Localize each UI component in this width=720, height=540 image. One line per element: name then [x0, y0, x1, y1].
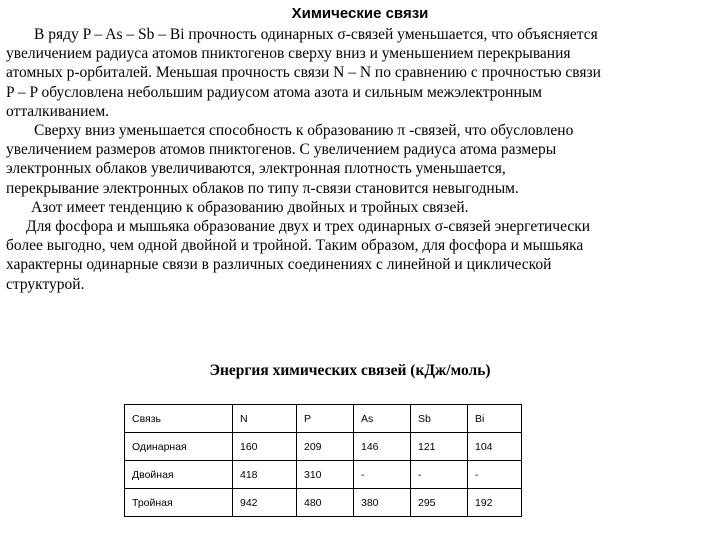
table-header-cell: As: [354, 405, 411, 433]
text-line: Азот имеет тенденцию к образованию двойных и тройных связей.: [31, 198, 469, 216]
table-row: [125, 461, 522, 489]
table-cell: 418: [233, 461, 297, 489]
table-cell: 310: [297, 461, 354, 489]
table-cell: 146: [354, 433, 411, 461]
table-cell: 192: [468, 489, 522, 517]
paragraph-bond-strength: [6, 25, 712, 121]
text-line: отталкиванием.: [6, 102, 110, 120]
table-header-cell: Bi: [468, 405, 522, 433]
paragraph-nitrogen: [6, 198, 712, 217]
table-cell: 942: [233, 489, 297, 517]
table-cell: 209: [297, 433, 354, 461]
body-text: [6, 25, 712, 294]
table-header-cell: N: [233, 405, 297, 433]
text-line: Сверху вниз уменьшается способность к образованию π -связей, что обусловлено: [34, 122, 574, 140]
paragraph-pi-bonds: [6, 121, 712, 198]
text-line: структурой.: [6, 275, 85, 293]
table-header-cell: P: [297, 405, 354, 433]
table-cell: 480: [297, 489, 354, 517]
table-header-cell: Sb: [411, 405, 468, 433]
text-line: атомных p-орбиталей. Меньшая прочность связи N – N по сравнению с прочностью связи: [6, 64, 601, 82]
table-row: [125, 433, 522, 461]
table-cell: -: [468, 461, 522, 489]
table-cell: Тройная: [125, 489, 233, 517]
table-title: Энергия химических связей (кДж/моль): [209, 362, 491, 379]
text-line: более выгодно, чем одной двойной и тройной. Таким образом, для фосфора и мышьяка: [6, 237, 584, 255]
table-cell: -: [411, 461, 468, 489]
text-line: Для фосфора и мышьяка образование двух и трех одинарных σ-связей энергетически: [26, 218, 591, 236]
table-row: [125, 489, 522, 517]
table-cell: 121: [411, 433, 468, 461]
text-line: характерны одинарные связи в различных соединениях с линейной и циклической: [6, 256, 552, 274]
text-line: увеличением размеров атомов пниктогенов. С увеличением радиуса атома размеры: [6, 141, 557, 159]
text-line: увеличением радиуса атомов пниктогенов сверху вниз и уменьшением перекрывания: [6, 45, 571, 63]
bond-energy-table: [124, 404, 522, 517]
table-cell: 295: [411, 489, 468, 517]
table-cell: Одинарная: [125, 433, 233, 461]
table-cell: Двойная: [125, 461, 233, 489]
table-header-row: [125, 405, 522, 433]
text-line: В ряду P – As – Sb – Bi прочность одинарных σ-связей уменьшается, что объясняется: [34, 26, 598, 43]
table-cell: -: [354, 461, 411, 489]
table-cell: 160: [233, 433, 297, 461]
table-header-cell: Связь: [125, 405, 233, 433]
page-title: Химические связи: [291, 5, 429, 22]
table-cell: 380: [354, 489, 411, 517]
text-line: P – P обусловлена небольшим радиусом атома азота и сильным межэлектронным: [6, 83, 542, 101]
paragraph-phosphorus-arsenic: [6, 217, 712, 294]
table-cell: 104: [468, 433, 522, 461]
text-line: электронных облаков увеличиваются, электронная плотность уменьшается,: [6, 160, 506, 178]
text-line: перекрывание электронных облаков по типу π-связи становится невыгодным.: [6, 179, 519, 197]
